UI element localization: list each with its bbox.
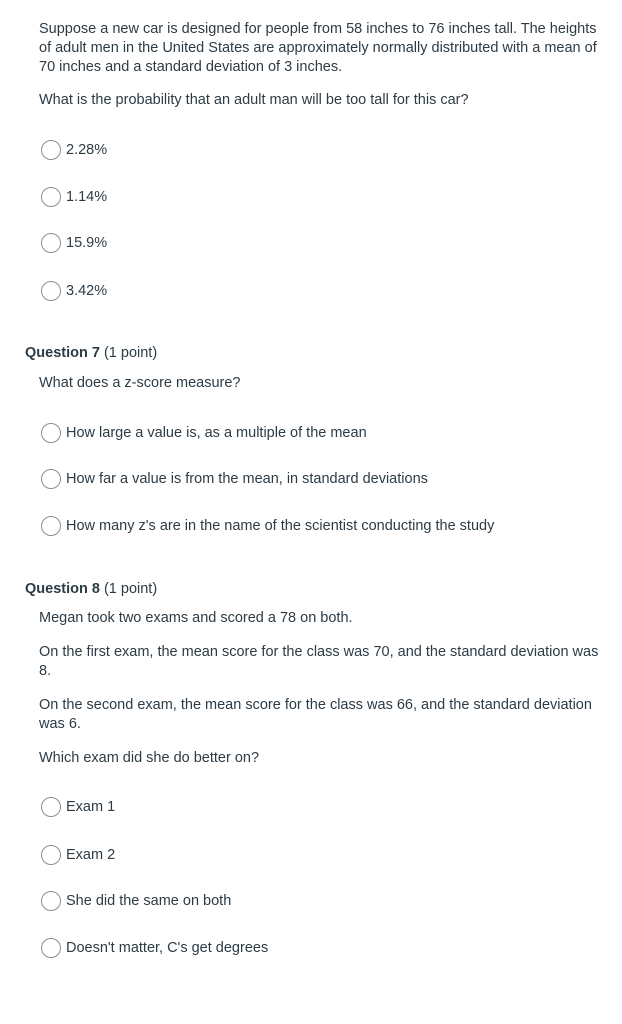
q7-option-3[interactable] (41, 515, 494, 537)
q7-option-2-label: How far a value is from the mean, in standard deviations (66, 470, 428, 487)
radio-button[interactable] (41, 233, 61, 253)
q7-option-1-label: How large a value is, as a multiple of the mean (66, 424, 367, 441)
q8-option-2[interactable] (41, 844, 115, 866)
radio-button[interactable] (41, 891, 61, 911)
radio-button[interactable] (41, 516, 61, 536)
radio-button[interactable] (41, 187, 61, 207)
q8-option-4[interactable] (41, 937, 268, 959)
q8-exam1-info: On the first exam, the mean score for the class was 70, and the standard deviation was 8. (39, 644, 599, 679)
radio-button[interactable] (41, 140, 61, 160)
q7-option-1[interactable] (41, 422, 367, 444)
radio-button[interactable] (41, 797, 61, 817)
q7-title: Question 7 (25, 345, 100, 361)
q8-header (25, 580, 157, 599)
q8-option-2-label: Exam 2 (66, 846, 116, 863)
radio-button[interactable] (41, 469, 61, 489)
q8-option-4-label: Doesn't matter, C's get degrees (66, 939, 269, 956)
q6-option-4-label: 3.42% (66, 282, 108, 299)
q6-question: What is the probability that an adult man will be too tall for this car? (39, 92, 469, 108)
q6-option-2[interactable] (41, 186, 107, 208)
q7-header (25, 344, 157, 363)
radio-button[interactable] (41, 423, 61, 443)
q8-question: Which exam did she do better on? (39, 750, 260, 766)
q8-option-1[interactable] (41, 796, 115, 818)
q8-option-1-label: Exam 1 (66, 798, 116, 815)
q6-option-1[interactable] (41, 139, 107, 161)
radio-button[interactable] (41, 281, 61, 301)
q8-title: Question 8 (25, 581, 100, 597)
radio-button[interactable] (41, 938, 61, 958)
q6-option-3[interactable] (41, 232, 107, 254)
q8-option-3[interactable] (41, 890, 231, 912)
q6-option-4[interactable] (41, 280, 107, 302)
q8-option-3-label: She did the same on both (66, 892, 232, 909)
q6-option-2-label: 1.14% (66, 188, 108, 205)
q7-option-3-label: How many z's are in the name of the scientist conducting the study (66, 517, 495, 534)
q7-question: What does a z-score measure? (39, 375, 241, 391)
q6-option-3-label: 15.9% (66, 234, 108, 251)
q8-intro: Megan took two exams and scored a 78 on both. (39, 610, 353, 626)
q7-option-2[interactable] (41, 468, 428, 490)
q8-points: (1 point) (103, 581, 158, 597)
q8-exam2-info: On the second exam, the mean score for the class was 66, and the standard deviation was 6. (39, 697, 592, 732)
q6-option-1-label: 2.28% (66, 141, 108, 158)
q7-points: (1 point) (103, 345, 158, 361)
radio-button[interactable] (41, 845, 61, 865)
q6-prompt: Suppose a new car is designed for people from 58 inches to 76 inches tall. The heights of adult men in the United States are approximately normally distributed with a mean of 70 inches and a standard deviation of 3 inches. (39, 21, 597, 75)
